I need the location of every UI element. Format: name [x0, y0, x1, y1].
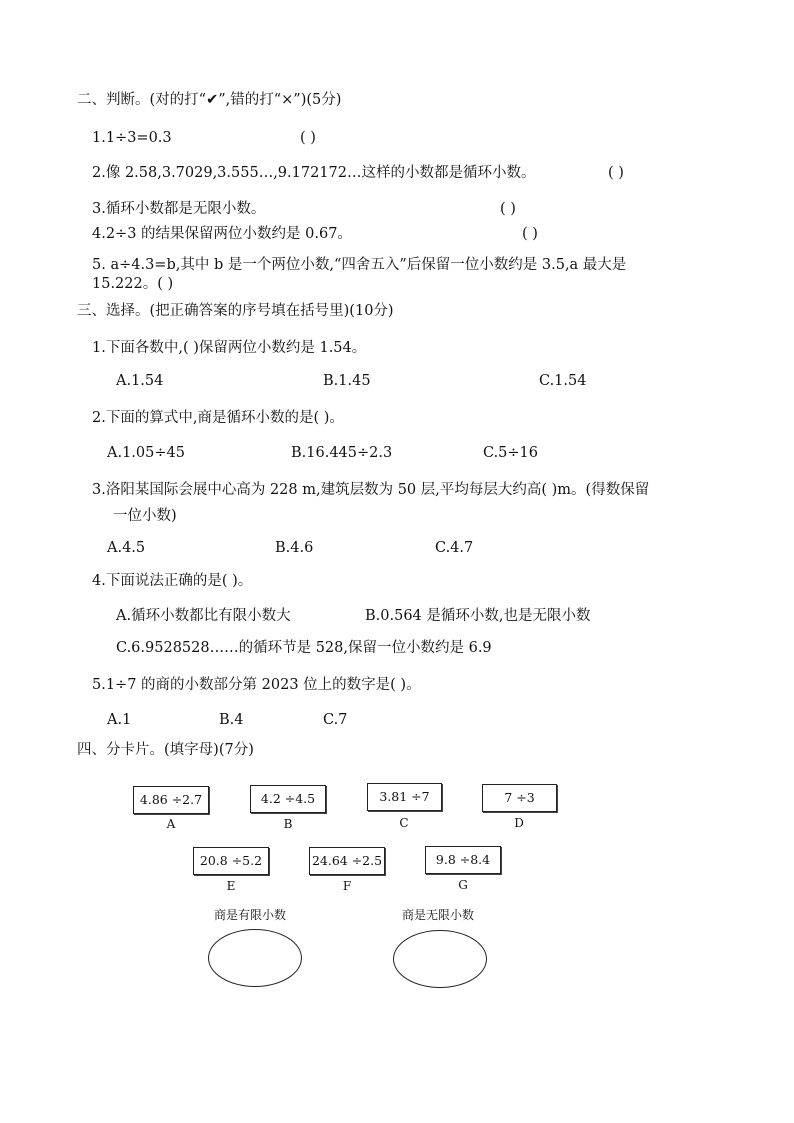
judge-item-3: 3.循环小数都是无限小数。 [92, 201, 266, 217]
answer-blank[interactable]: ( ) [608, 165, 624, 181]
option-b[interactable]: B.4.6 [275, 540, 314, 556]
option-a[interactable]: A.循环小数都比有限小数大 [116, 608, 291, 624]
card-e[interactable]: 20.8 ÷5.2 [193, 847, 269, 875]
option-a[interactable]: A.1 [107, 712, 132, 728]
card-label: E [226, 879, 236, 893]
card-label: D [514, 816, 524, 830]
card-label: C [399, 816, 409, 830]
choice-q3: 3.洛阳某国际会展中心高为 228 m,建筑层数为 50 层,平均每层大约高( )m。(得数保留 [92, 482, 650, 498]
finite-group-ellipse[interactable] [208, 929, 302, 987]
card-label: F [342, 879, 352, 893]
card-f[interactable]: 24.64 ÷2.5 [309, 847, 385, 875]
card-label: G [458, 878, 468, 892]
choice-q4: 4.下面说法正确的是( )。 [92, 573, 253, 589]
card-d[interactable]: 7 ÷3 [482, 784, 557, 812]
option-b[interactable]: B.1.45 [323, 373, 371, 389]
choice-q1: 1.下面各数中,( )保留两位小数约是 1.54。 [92, 340, 367, 356]
answer-blank[interactable]: ( ) [500, 201, 516, 217]
option-c[interactable]: C.1.54 [539, 373, 587, 389]
option-c[interactable]: C.5÷16 [483, 445, 539, 461]
option-a[interactable]: A.1.54 [116, 373, 164, 389]
answer-blank[interactable]: ( ) [300, 130, 316, 146]
judge-item-4: 4.2÷3 的结果保留两位小数约是 0.67。 [92, 226, 352, 242]
option-c[interactable]: C.7 [323, 712, 348, 728]
judge-item-2: 2.像 2.58,3.7029,3.555…,9.172172…这样的小数都是循环小数。 [92, 165, 536, 181]
section-2-heading: 二、判断。(对的打“✔”,错的打“×”)(5分) [77, 92, 342, 108]
option-c[interactable]: C.4.7 [435, 540, 474, 556]
judge-item-1: 1.1÷3=0.3 [92, 130, 172, 146]
option-b[interactable]: B.4 [219, 712, 244, 728]
option-a[interactable]: A.1.05÷45 [107, 445, 185, 461]
card-a[interactable]: 4.86 ÷2.7 [133, 786, 209, 814]
choice-q3-cont: 一位小数) [113, 508, 177, 524]
section-4-heading: 四、分卡片。(填字母)(7分) [77, 742, 254, 758]
answer-blank[interactable]: ( ) [522, 226, 538, 242]
infinite-group-label: 商是无限小数 [402, 908, 475, 922]
card-c[interactable]: 3.81 ÷7 [367, 783, 442, 811]
judge-item-5-cont: 15.222。( ) [92, 276, 174, 292]
card-b[interactable]: 4.2 ÷4.5 [250, 785, 326, 813]
judge-item-5: 5. a÷4.3=b,其中 b 是一个两位小数,“四舍五入”后保留一位小数约是 3.5,a 最大是 [92, 257, 627, 273]
option-b[interactable]: B.0.564 是循环小数,也是无限小数 [365, 608, 591, 624]
choice-q5: 5.1÷7 的商的小数部分第 2023 位上的数字是( )。 [92, 677, 421, 693]
option-a[interactable]: A.4.5 [107, 540, 146, 556]
card-label: B [283, 817, 293, 831]
choice-q2: 2.下面的算式中,商是循环小数的是( )。 [92, 410, 344, 426]
finite-group-label: 商是有限小数 [214, 908, 287, 922]
infinite-group-ellipse[interactable] [393, 930, 487, 988]
section-3-heading: 三、选择。(把正确答案的序号填在括号里)(10分) [77, 303, 394, 319]
option-c[interactable]: C.6.9528528……的循环节是 528,保留一位小数约是 6.9 [116, 640, 492, 656]
option-b[interactable]: B.16.445÷2.3 [291, 445, 393, 461]
card-g[interactable]: 9.8 ÷8.4 [425, 846, 501, 874]
card-label: A [166, 817, 176, 831]
